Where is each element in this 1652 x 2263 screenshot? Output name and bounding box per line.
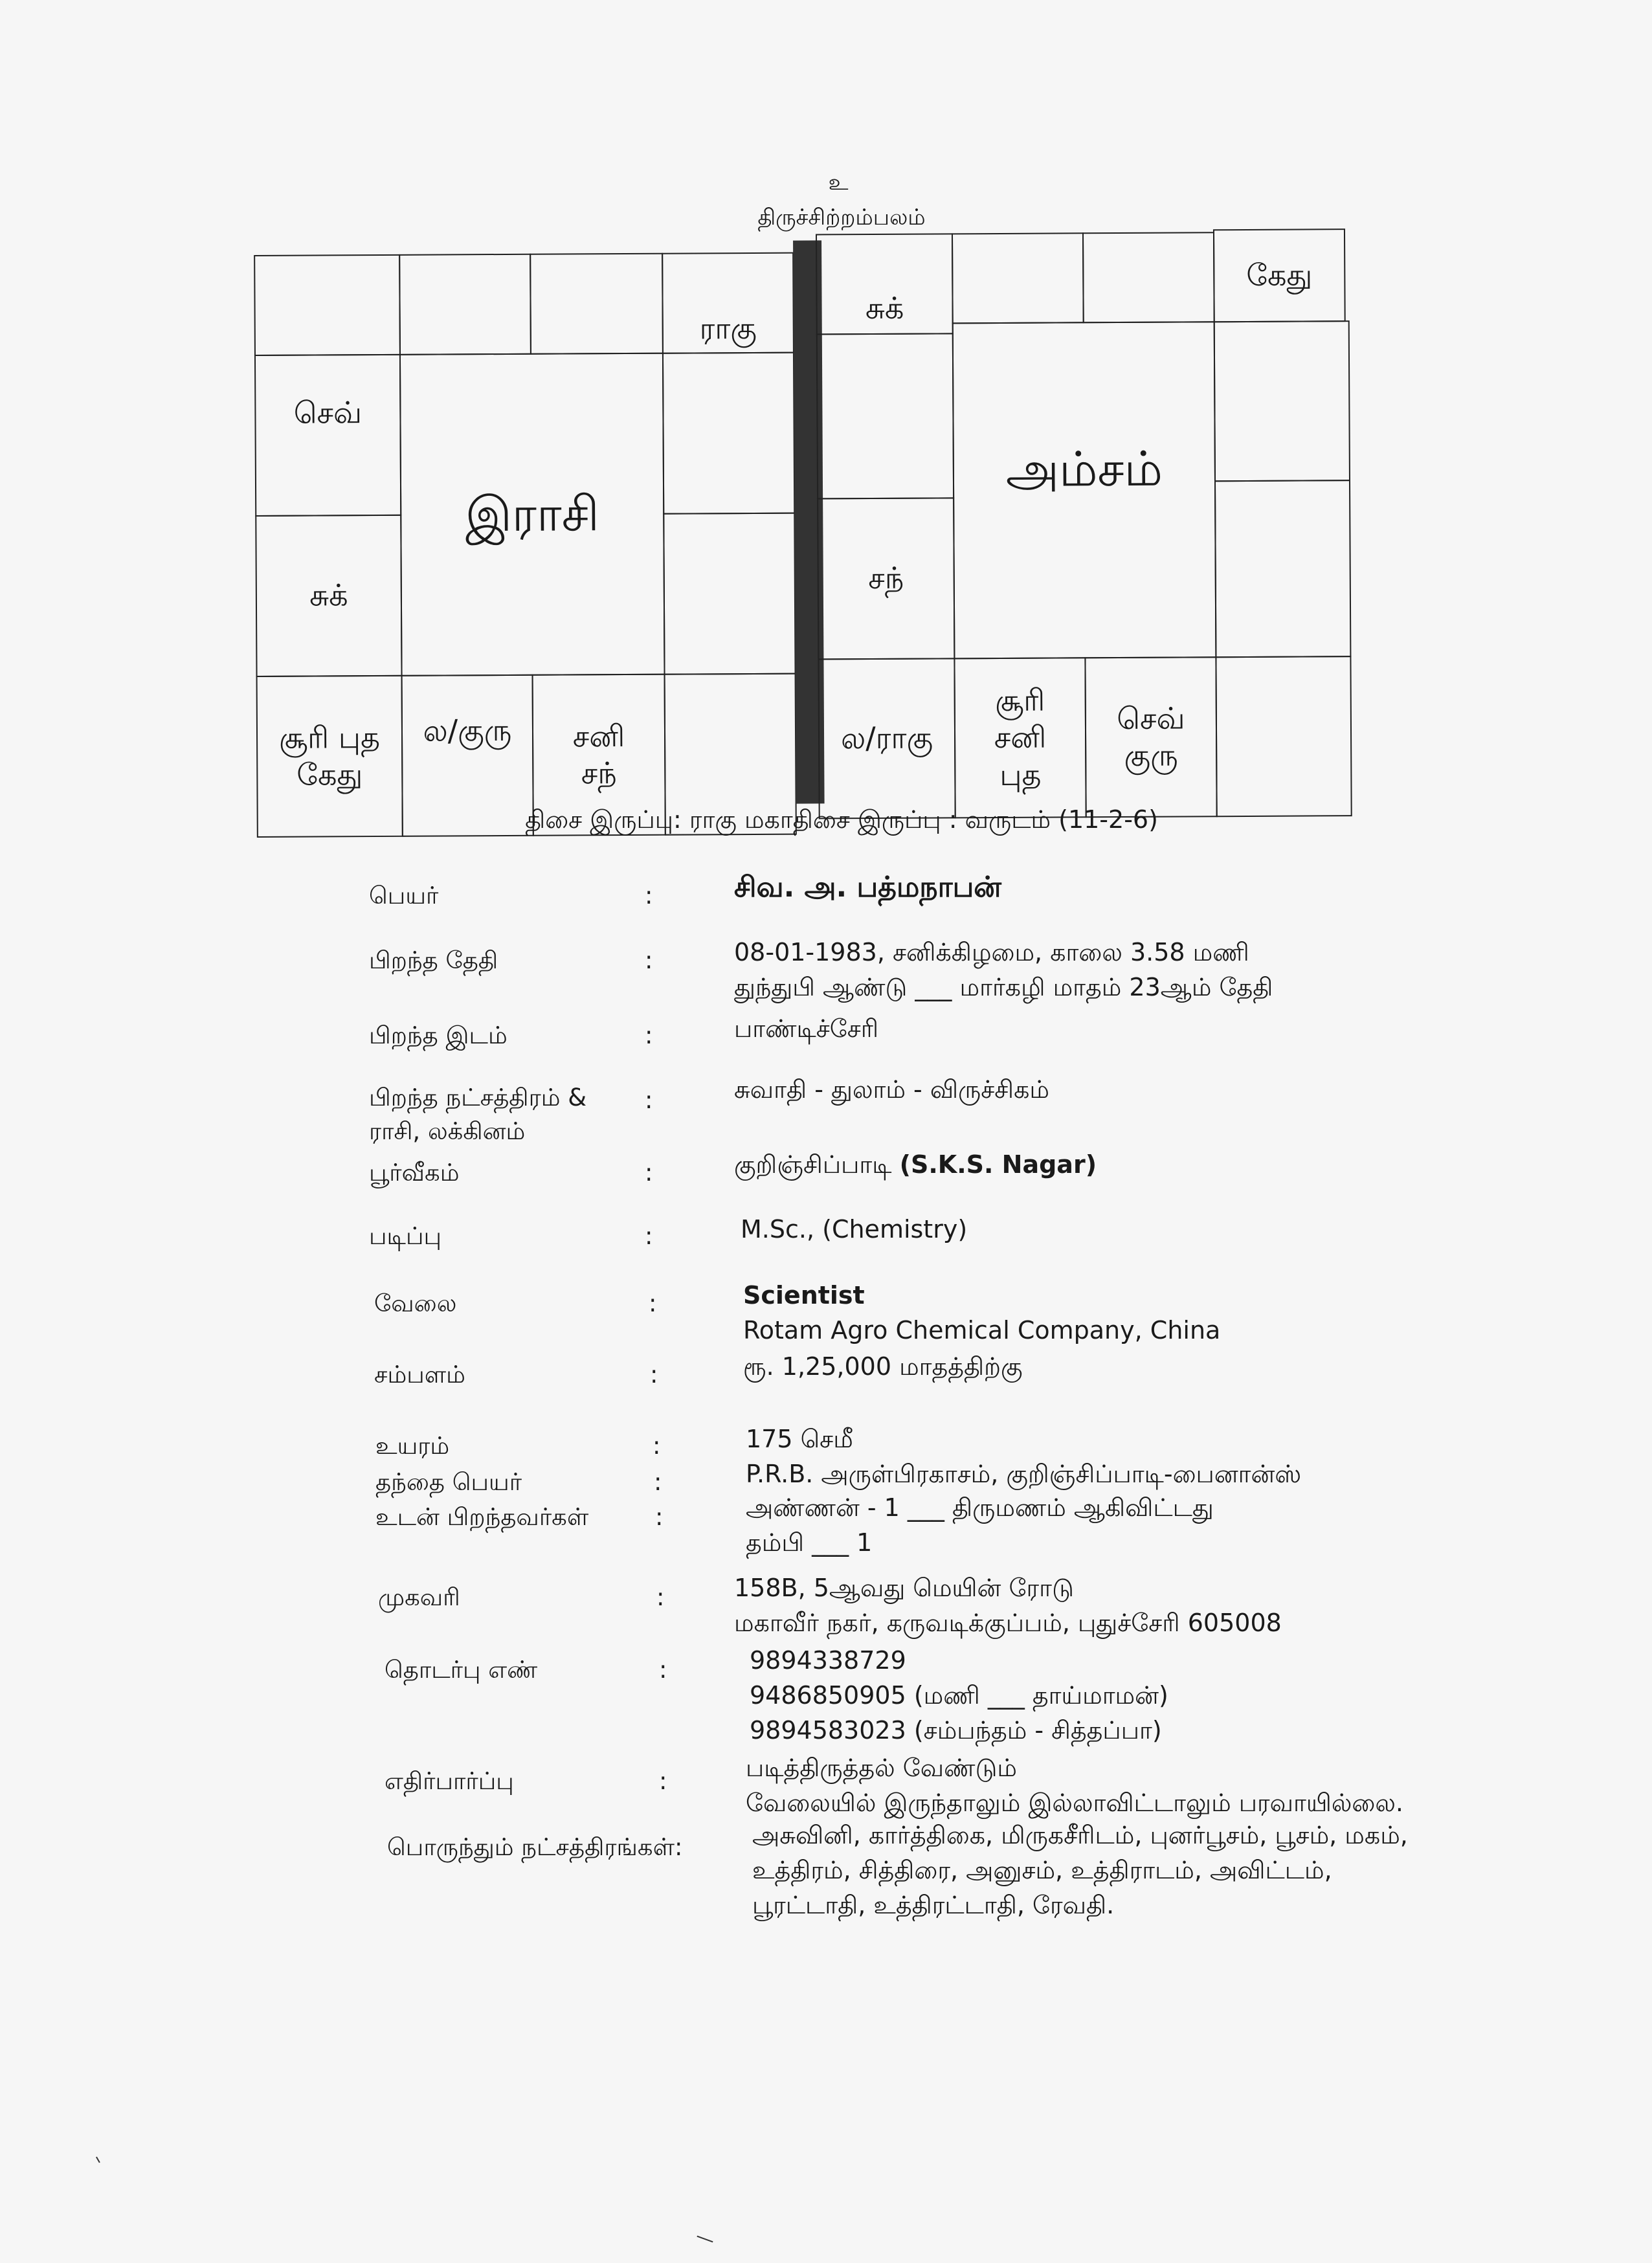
rasi-cell-top-4: ராகு	[662, 252, 794, 354]
name-colon: :	[645, 882, 653, 909]
height-value: 175 செமீ	[746, 1425, 853, 1453]
rasi-label: இராசி	[465, 485, 599, 543]
name-label: பெயர்	[369, 882, 439, 909]
header-title: திருச்சிற்றம்பலம்	[757, 205, 926, 230]
siblings-line-2: தம்பி ___ 1	[746, 1528, 873, 1557]
father-value: P.R.B. அருள்பிரகாசம், குறிஞ்சிப்பாடி-பைனான்ஸ்	[746, 1460, 1302, 1488]
native-value-ta: குறிஞ்சிப்பாடி	[734, 1150, 892, 1179]
rasi-bottom-1-line-1: சூரி புத	[278, 719, 381, 755]
matching-stars-value	[752, 1818, 1408, 1923]
rasi-cell-left-1: செவ்	[254, 354, 401, 517]
birth-date-value	[734, 935, 1273, 1005]
education-value: M.Sc., (Chemistry)	[741, 1215, 968, 1243]
father-colon: :	[654, 1468, 662, 1496]
amsam-bottom-2-line-1: சூரி	[995, 682, 1045, 718]
amsam-cell-left-2: சந்	[817, 497, 955, 660]
rasi-cell-bottom-2: ல/குரு	[401, 674, 534, 837]
height-label: உயரம்	[375, 1432, 450, 1460]
star-label	[369, 1081, 586, 1148]
pillaiyar-suli-symbol: உ	[828, 170, 849, 195]
address-value	[734, 1570, 1282, 1640]
salary-value: ரூ. 1,25,000 மாதத்திற்கு	[743, 1352, 1023, 1381]
height-colon: :	[653, 1432, 661, 1460]
contact-line-2: 9486850905 (மணி ___ தாய்மாமன்)	[750, 1681, 1168, 1710]
amsam-bottom-2-line-2: சனி	[994, 719, 1047, 755]
amsam-label: அம்சம்	[1005, 441, 1163, 498]
birth-date-line-2: துந்துபி ஆண்டு ___ மார்கழி மாதம் 23ஆம் தேதி	[734, 973, 1273, 1001]
salary-label: சம்பளம்	[374, 1361, 465, 1388]
rasi-bottom-3-line-2: சந்	[581, 755, 617, 791]
siblings-line-1: அண்ணன் - 1 ___ திருமணம் ஆகிவிட்டது	[746, 1493, 1214, 1522]
contact-value	[750, 1643, 1168, 1748]
birth-place-value: பாண்டிச்சேரி	[734, 1014, 879, 1043]
education-colon: :	[645, 1222, 653, 1250]
father-label: தந்தை பெயர்	[375, 1468, 522, 1496]
address-line-1: 158B, 5ஆவது மெயின் ரோடு	[734, 1574, 1074, 1602]
star-label-line-2: ராசி, லக்கினம்	[369, 1117, 526, 1145]
birth-date-line-1: 08-01-1983, சனிக்கிழமை, காலை 3.58 மணி	[734, 938, 1249, 966]
job-label: வேலை	[374, 1289, 457, 1317]
expectation-value	[746, 1750, 1403, 1820]
amsam-cell-top-1: சுக்	[816, 233, 954, 335]
amsam-bottom-3-line-2: குரு	[1124, 737, 1178, 773]
matching-stars-line-1: அசுவினி, கார்த்திகை, மிருகசீரிடம், புனர்பூசம், பூசம், மகம்,	[752, 1821, 1408, 1849]
contact-line-1: 9894338729	[750, 1646, 906, 1675]
native-colon: :	[645, 1159, 653, 1187]
education-label: படிப்பு	[369, 1222, 442, 1250]
siblings-colon: :	[655, 1503, 664, 1531]
rasi-cell-left-2: சுக்	[255, 515, 402, 677]
amsam-cell-top-4: கேது	[1213, 229, 1346, 322]
star-value: சுவாதி - துலாம் - விருச்சிகம்	[734, 1075, 1049, 1104]
native-label: பூர்வீகம்	[369, 1159, 460, 1187]
birth-date-colon: :	[645, 946, 653, 974]
amsam-bottom-2-line-3: புத	[999, 757, 1042, 792]
siblings-value	[746, 1490, 1214, 1560]
native-value	[734, 1147, 1097, 1182]
native-value-en: (S.K.S. Nagar)	[899, 1150, 1097, 1179]
rasi-bottom-3-line-1: சனி	[572, 718, 625, 753]
contact-line-3: 9894583023 (சம்பந்தம் - சித்தப்பா)	[750, 1716, 1162, 1745]
amsam-cell-bottom-1: ல/ராகு	[818, 658, 955, 819]
expectation-line-2: வேலையில் இருந்தாலும் இல்லாவிட்டாலும் பரவாயில்லை.	[746, 1789, 1403, 1817]
contact-colon: :	[659, 1656, 667, 1684]
matching-stars-label: பொருந்தும் நட்சத்திரங்கள்:	[387, 1833, 683, 1861]
birth-place-label: பிறந்த இடம்	[369, 1021, 508, 1049]
name-value: சிவ. அ. பத்மநாபன்	[734, 871, 1001, 904]
star-colon: :	[645, 1086, 653, 1114]
address-line-2: மகாவீர் நகர், கருவடிக்குப்பம், புதுச்சேரி 605008	[734, 1609, 1282, 1637]
birth-date-label: பிறந்த தேதி	[369, 946, 498, 974]
salary-colon: :	[650, 1361, 658, 1388]
job-title: Scientist	[743, 1281, 865, 1310]
amsam-bottom-3-line-1: செவ்	[1117, 700, 1185, 736]
job-colon: :	[649, 1289, 657, 1317]
contact-label: தொடர்பு எண்	[385, 1656, 538, 1684]
matching-stars-line-3: பூரட்டாதி, உத்திரட்டாதி, ரேவதி.	[752, 1891, 1115, 1919]
expectation-colon: :	[659, 1767, 667, 1795]
siblings-label: உடன் பிறந்தவர்கள்	[375, 1503, 589, 1531]
star-label-line-1: பிறந்த நட்சத்திரம் &	[369, 1084, 587, 1111]
expectation-label: எதிர்பார்ப்பு	[385, 1767, 514, 1795]
job-value	[743, 1278, 1220, 1348]
matching-stars-line-2: உத்திரம், சித்திரை, அனுசம், உத்திராடம், அவிட்டம்,	[752, 1856, 1332, 1884]
job-company: Rotam Agro Chemical Company, China	[743, 1316, 1221, 1344]
dasa-balance-line: திசை இருப்பு: ராகு மகாதிசை இருப்பு : வருடம் (11-2-6)	[525, 805, 1158, 834]
birth-place-colon: :	[645, 1021, 653, 1049]
rasi-bottom-1-line-2: கேது	[296, 757, 363, 792]
address-label: முகவரி	[378, 1583, 460, 1611]
expectation-line-1: படித்திருத்தல் வேண்டும்	[746, 1754, 1017, 1782]
address-colon: :	[656, 1583, 665, 1611]
